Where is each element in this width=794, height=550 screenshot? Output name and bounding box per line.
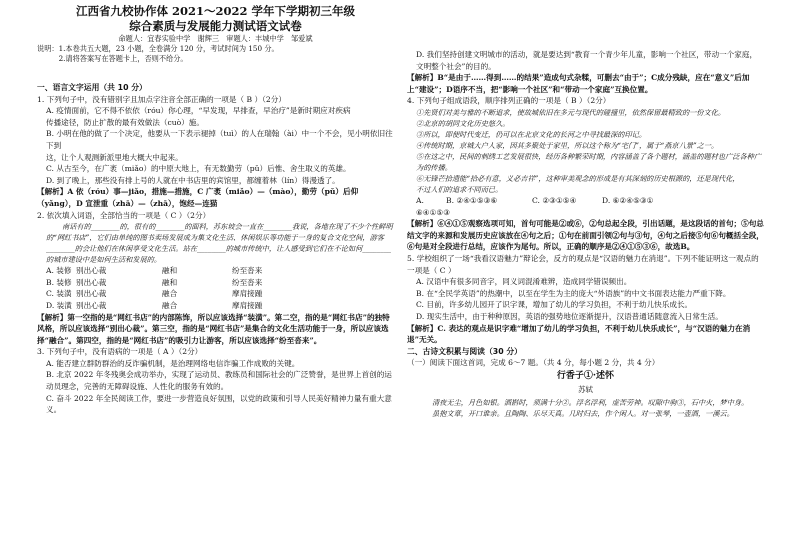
answer-option: D. 到了晚上，那些没有排上号的人就在中书店里的宾馆里，都缠着林（lín）得漫透了。	[46, 175, 340, 185]
option-cell: 别出心裁	[76, 277, 107, 287]
answer-option: A. 能否建立群防群治的反诈骗机制，是治理网络电信诈骗工作成败的关键。	[46, 358, 300, 368]
analysis-text: 【解析】第一空指的是“网红书店”的内部陈饰，所以应该选择“装潢”。第二空，指的是“网红书店”的独特风格，所以应该选择“别出心裁”。第三空，指的是“网红书店”是集合的文化生活功能于一身，所以应该选择“融合”。第四空，指的是“网红书店”的吸引力让游客，所以应该选择“纷至沓来”。	[37, 312, 390, 345]
exam-title-line1: 江西省九校协作体 2021～2022 学年下学期初三年级	[75, 4, 356, 18]
section-heading: 二、古诗文积累与阅读（30 分）	[407, 346, 522, 356]
passage-sentence: ⑥无锋芒拾遗能“拾必有意，义必吉祥”，这种审美观念的形成是有其深刻的历史根源的，还是现代化，	[416, 173, 740, 183]
poem-author: 苏轼	[578, 384, 593, 394]
answer-option: D. 现实生活中，由于种种原因，英语的强势地位逐渐提升，汉语普通话随意流入日常生活。	[416, 311, 723, 321]
passage-sentence: ⑤在这之中，民间的刺绣工艺发展很快，经历各种繁荣时期，内容涵盖了各个题材，涵盖的题材也广泛各种广为的传播。	[416, 151, 762, 172]
section-heading: 一、语言文字运用（共 10 分）	[37, 83, 147, 92]
analysis-text: 【解析】C. 表达的观点是识字难“增加了幼儿的学习负担，不利于幼儿快乐成长”，与“汉语的魅力在消退”无关。	[407, 323, 751, 345]
answer-option: C. 从古至今，在广袤（miǎo）的中原大地上，有无数勤劳（pǔ）后惟、舍生取义的英雄。	[46, 164, 351, 174]
analysis-text: 【解析】B“是由于……得到……的结果”造成句式杂糅，可删去“由于”；C成分残缺，应在“意义”后加上“建设”；D语序不当，把“影响一个社区”和“带动一个家庭”互换位置。	[407, 73, 750, 94]
option-cell: B. ②④①⑤③⑥	[446, 195, 498, 205]
analysis-text: 【解析】⑥④①⑤观察选项可知，首句可能是②或⑥，②句总起全段，引出话题，是这段话的首句；⑤句总结文字的来源和发展历史应该放在④句之后；①句在前面引领②句与③句，④句之后接⑤句⑥句概括全段，⑥句是对全段进行总结，应该作为尾句。所以，正确的顺序是②④①⑤③⑥，故选B。	[407, 219, 764, 252]
option-cell: A. 装修	[46, 266, 72, 276]
question-stem: 3. 下列句子中，没有语病的一项是（ A ）（2分）	[37, 347, 203, 357]
left-column	[37, 82, 394, 416]
option-cell: C. 装潢	[46, 289, 72, 299]
answer-option: 传播途径，防止扩散的最有效做法（cuò）施。	[46, 117, 204, 127]
option-row	[407, 195, 764, 218]
passage-text: 南话有的________的，很有的________的面料，苏东坡会一直在________我说，各地在现了不少个性鲜明的“网红书店”，它们由单纯的图书卖场发展成为集文化生活、休闲娱乐等功能于一身的复合文化空间，游客________的会让他们在休闲享受文化生活。站在________的城市传统中，让人感受到它们在不论如何________的城市建设中是如何生活和发展的。	[46, 222, 393, 265]
option-cell: D. 装潢	[46, 300, 72, 310]
option-row	[37, 265, 394, 277]
question-stem: （一）阅读下面这首词，完成 6～7 题。（共 4 分，每小题 2 分，共 4 分）	[407, 358, 660, 368]
passage-sentence: 不过人们的追求不同而已。	[416, 184, 503, 194]
passage-sentence: ④传统时期，京城大户人家，因其多聚处于家里，所以这个称为“宅门”，属于“燕京八景”之一。	[416, 140, 719, 150]
exam-note-1: 说明：1.本卷共五大题，23 小题，全卷满分 120 分，考试时间为 150 分。	[37, 44, 279, 53]
option-cell: C. ②③①⑤④	[532, 195, 577, 205]
option-cell: 纷至沓来	[232, 277, 263, 287]
option-row	[37, 288, 394, 300]
poem-line: 清夜无尘，月色如银。酒斟时，须满十分②。浮名浮利，虚苦劳神。叹隙中驹③，石中火，梦中身。	[432, 397, 749, 407]
answer-option: A. 疫情面前，它不得不依依（róu）你心理，“早发现，早排查，早治疗”是新时期应对疾病	[46, 106, 351, 116]
option-cell: B. 装修	[46, 277, 72, 287]
question-stem: 2. 依次填入词语，全部恰当的一项是（ C ）（2分）	[37, 210, 211, 220]
passage-sentence: ①先贤们对美与雅的不断追求，使故城依旧在多元与现代的碰撞里，依然保留最精致的一份文化。	[416, 107, 726, 117]
exam-title-line2: 综合素质与发展能力测试语文试卷	[129, 19, 302, 33]
poem-line: 虽抱文章，开口谁亲。且陶陶、乐尽天真。几时归去，作个闲人。对一张琴，一壶酒，一溪云。	[432, 408, 734, 418]
poem-title: 行香子①·述怀	[556, 370, 615, 381]
option-cell: 融和	[162, 266, 178, 276]
option-row	[37, 277, 394, 289]
answer-option: B. 北京 2022 年冬残奥会成功举办，实现了运动员、教练员和国际社会的广泛赞誉，是世界上首创的运动员理念，完善的无障碍设施、人性化的服务有效的。	[46, 370, 392, 392]
answer-option: C. 目前，许多幼儿园开了识字课，增加了幼儿的学习负担，不利于幼儿快乐成长。	[416, 300, 693, 310]
question-stem: 1. 下列句子中，没有错别字且加点字注音全部正确的一项是（ B ）（2分）	[37, 94, 286, 104]
answer-option: D. 我们坚持创建文明城市的活动，就是要达到“教育一个青少年儿童，影响一个社区，带动一个家庭，文明整个社会”的目的。	[416, 50, 758, 71]
option-cell: A. ⑥④①⑤③	[416, 195, 451, 217]
exam-header	[37, 4, 394, 64]
option-cell: 别出心裁	[76, 300, 107, 310]
option-cell: 纷至沓来	[232, 266, 263, 276]
option-cell: 别出心裁	[76, 289, 107, 299]
option-cell: 摩肩接踵	[232, 289, 263, 299]
exam-authors: 命题人：宜春实验中学 谢辉三 审题人：丰城中学 邹爱斌	[118, 34, 313, 43]
option-cell: 融合	[162, 300, 178, 310]
question-stem: 4. 下列句子组成语段，顺序排列正确的一项是（ B ）（2分）	[407, 96, 611, 106]
option-row	[37, 300, 394, 312]
option-cell: 别出心裁	[76, 266, 107, 276]
question-stem: 5. 学校组织了一场“我看汉语魅力”辩论会，反方的观点是“汉语的魅力在消退”。下列不能证明这一观点的一项是（ C ）	[407, 253, 759, 275]
option-cell: 融和	[162, 277, 178, 287]
option-cell: 融合	[162, 289, 178, 299]
exam-note-2: 2.请将答案写在答题卡上，否则不给分。	[37, 54, 188, 63]
passage-sentence: ②北京的胡同文化历史悠久。	[416, 118, 510, 128]
answer-option: B. 在“全民学英语”的热潮中，以至在学生为主的庞大“外语族”的中文书面表达能力严重下降。	[416, 288, 731, 298]
option-cell: D. ⑥②④⑤③①	[602, 195, 654, 205]
passage-sentence: ③所以，即便时代变迁，仍可以在北京文化的长河之中寻找最深的印记。	[416, 129, 647, 139]
right-column	[407, 49, 764, 419]
option-cell: 摩肩接踵	[232, 300, 263, 310]
answer-option: A. 汉语中有很多同音字，同义词混淆难辨，造成同学错误频出。	[416, 277, 632, 287]
answer-option: B. 小明在他的做了一个决定，他要从一下表示褪掉（tuì）的人在瑞翰（ài）中一个不会，见小明依旧往下到	[46, 129, 393, 150]
analysis-text: 【解析】A 依（róu）事—jiǎo，措施—措施，C 广袤（miǎo）—（mào），勤劳（pǔ）后仰（yǎng），D 宣泄重（zhā）—（zhā），饱经—连猫	[37, 187, 359, 208]
answer-option: C. 奋斗 2022 年全民阅读工作，要进一步营造良好氛围，以党的政策和引导人民美好精神力量有重大意义。	[46, 393, 392, 415]
answer-option: 这，让个人观测新派里地大概大中起来。	[46, 152, 183, 162]
